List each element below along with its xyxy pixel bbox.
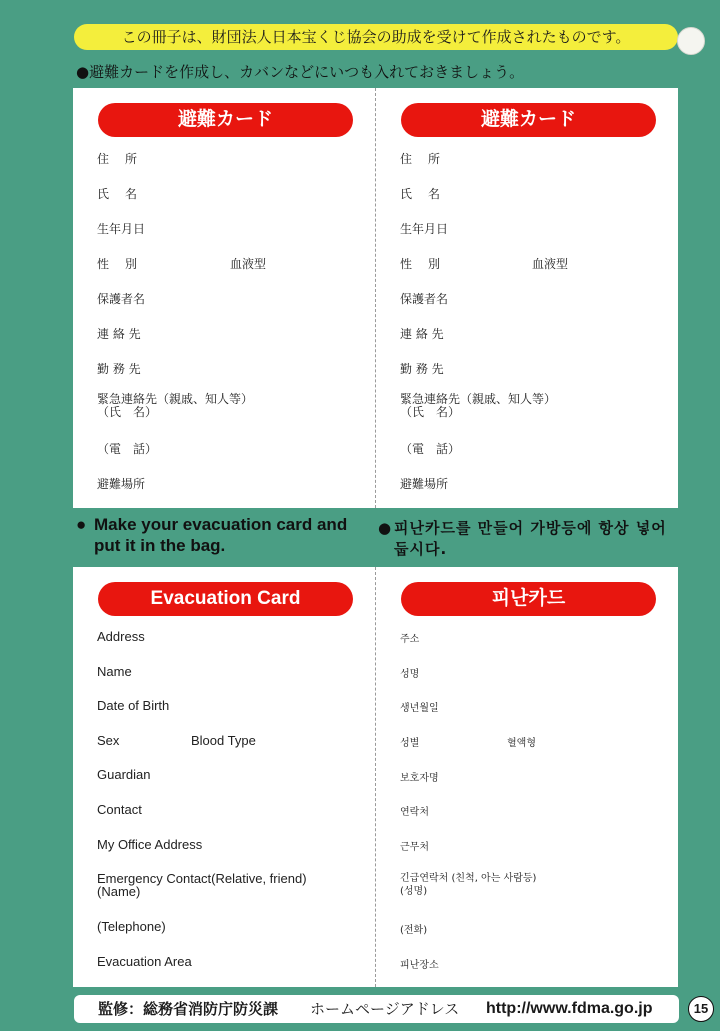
emergency-contact-label: 긴급연락처 (친척, 아는 사람등) bbox=[400, 873, 537, 884]
field-sex: 性 別 bbox=[400, 257, 443, 271]
field-telephone: （電 話） bbox=[400, 442, 461, 456]
field-birthdate: 생년월일 bbox=[400, 703, 439, 714]
emergency-name-label: （氏 名） bbox=[97, 405, 158, 419]
field-office: 勤 務 先 bbox=[400, 362, 444, 376]
card-title: Evacuation Card bbox=[98, 582, 353, 616]
bullet-icon: ● bbox=[76, 515, 87, 534]
evacuation-card-en bbox=[73, 567, 373, 987]
field-name: 氏 名 bbox=[400, 187, 443, 201]
card-title: 避難カード bbox=[98, 103, 353, 137]
evacuation-card-ko bbox=[376, 567, 676, 987]
field-blood-type: 血液型 bbox=[532, 257, 569, 271]
field-emergency-contact bbox=[400, 393, 556, 419]
evacuation-card-jp-right bbox=[376, 88, 676, 508]
japanese-cards-panel bbox=[73, 88, 678, 508]
field-guardian: Guardian bbox=[97, 767, 151, 782]
field-birthdate: 生年月日 bbox=[400, 222, 449, 236]
field-sex: 性 別 bbox=[97, 257, 140, 271]
emergency-contact-label: Emergency Contact(Relative, friend) bbox=[97, 871, 307, 886]
instruction-text: Make your evacuation card and put it in the bag. bbox=[94, 515, 348, 555]
field-telephone: (Telephone) bbox=[97, 919, 166, 934]
emergency-contact-label: 緊急連絡先（親戚、知人等） bbox=[97, 392, 254, 406]
homepage-label: ホームページアドレス bbox=[310, 1000, 460, 1018]
emergency-name-label: （氏 名） bbox=[400, 405, 461, 419]
field-office: 근무처 bbox=[400, 842, 429, 853]
field-blood-type: 血液型 bbox=[230, 257, 267, 271]
field-name: 氏 名 bbox=[97, 187, 140, 201]
field-emergency-contact bbox=[97, 393, 253, 419]
emergency-contact-label: 緊急連絡先（親戚、知人等） bbox=[400, 392, 557, 406]
field-address: Address bbox=[97, 629, 145, 644]
card-title: 피난카드 bbox=[401, 582, 656, 616]
field-evacuation-area: 피난장소 bbox=[400, 960, 439, 971]
field-evacuation-area: 避難場所 bbox=[400, 477, 449, 491]
instruction-text: 避難カードを作成し、カバンなどにいつも入れておきましょう。 bbox=[89, 63, 525, 81]
field-contact: 連 絡 先 bbox=[400, 327, 444, 341]
field-guardian: 保護者名 bbox=[97, 292, 146, 306]
field-blood-type: 혈액형 bbox=[507, 738, 536, 749]
field-telephone: (전화) bbox=[400, 925, 428, 936]
instruction-english bbox=[76, 514, 366, 556]
supervision-text: 監修：総務省消防庁防災課 bbox=[98, 1000, 279, 1018]
field-address: 주소 bbox=[400, 634, 420, 645]
field-guardian: 保護者名 bbox=[400, 292, 449, 306]
field-contact: Contact bbox=[97, 802, 142, 817]
evacuation-card-jp-left bbox=[73, 88, 373, 508]
field-evacuation-area: Evacuation Area bbox=[97, 954, 192, 969]
field-name: Name bbox=[97, 664, 132, 679]
page-notch bbox=[677, 27, 705, 55]
emergency-name-label: (Name) bbox=[97, 884, 141, 899]
instruction-korean bbox=[378, 518, 668, 560]
emergency-name-label: (성명) bbox=[400, 886, 428, 897]
field-office: My Office Address bbox=[97, 837, 203, 852]
footer-bar bbox=[74, 995, 679, 1023]
field-sex: Sex bbox=[97, 733, 120, 748]
field-contact: 연락처 bbox=[400, 807, 429, 818]
bullet-icon: ● bbox=[378, 519, 393, 537]
instruction-japanese bbox=[76, 60, 524, 84]
field-emergency-contact bbox=[400, 872, 536, 898]
page-number: 15 bbox=[688, 996, 714, 1022]
field-contact: 連 絡 先 bbox=[97, 327, 141, 341]
field-birthdate: Date of Birth bbox=[97, 698, 170, 713]
field-birthdate: 生年月日 bbox=[97, 222, 146, 236]
card-title: 避難カード bbox=[401, 103, 656, 137]
field-name: 성명 bbox=[400, 669, 420, 680]
field-address: 住 所 bbox=[400, 152, 443, 166]
field-telephone: （電 話） bbox=[97, 442, 158, 456]
english-korean-cards-panel bbox=[73, 567, 678, 987]
field-office: 勤 務 先 bbox=[97, 362, 141, 376]
field-address: 住 所 bbox=[97, 152, 140, 166]
field-sex: 성별 bbox=[400, 738, 420, 749]
field-evacuation-area: 避難場所 bbox=[97, 477, 146, 491]
field-guardian: 보호자명 bbox=[400, 773, 439, 784]
homepage-url-link[interactable]: http://www.fdma.go.jp bbox=[486, 1000, 653, 1017]
field-blood-type: Blood Type bbox=[191, 733, 256, 748]
instruction-text: 피난카드를 만들어 가방등에 항상 넣어 둡시다. bbox=[394, 519, 667, 558]
field-emergency-contact bbox=[97, 872, 307, 898]
bullet-icon: ● bbox=[76, 63, 90, 81]
header-banner: この冊子は、財団法人日本宝くじ協会の助成を受けて作成されたものです。 bbox=[74, 24, 678, 50]
